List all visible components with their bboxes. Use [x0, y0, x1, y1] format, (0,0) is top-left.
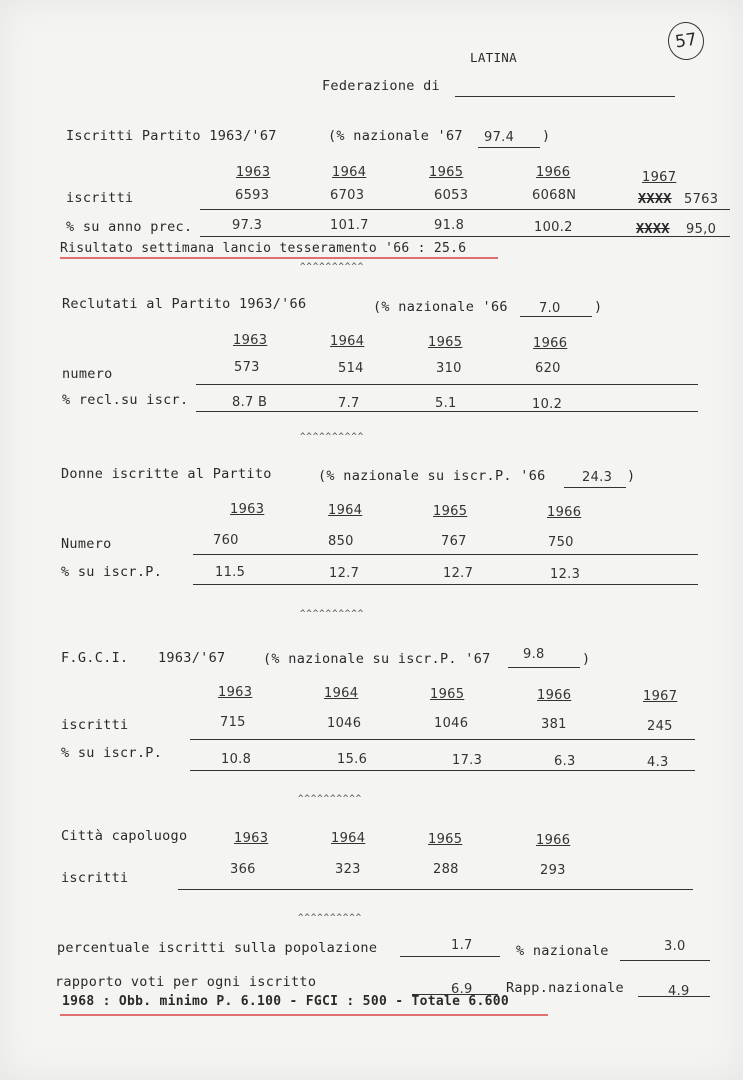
donne-row1-1963: 760: [213, 533, 239, 548]
reclutati-row2-1965: 5.1: [435, 396, 457, 411]
iscritti-row1-1967: 5763: [684, 192, 719, 207]
iscritti-row2-label: % su anno prec.: [66, 219, 193, 235]
iscritti-row1-1965: 6053: [434, 188, 469, 203]
fgci-row2-1967: 4.3: [647, 755, 669, 770]
obiettivo-highlight: [60, 1014, 548, 1016]
fgci-row2-1963: 10.8: [221, 752, 252, 767]
rapp-value: 4.9: [668, 984, 690, 999]
iscritti-result-highlight: [60, 257, 498, 259]
fgci-row1-1966: 381: [541, 717, 567, 732]
fgci-year-1967: 1967: [643, 689, 678, 704]
reclutati-national-value: 7.0: [539, 301, 561, 316]
fgci-row2-1965: 17.3: [452, 753, 483, 768]
fgci-row2-rule: [190, 770, 695, 771]
iscritti-row1-1963: 6593: [235, 188, 270, 203]
page-number: 57: [666, 20, 707, 63]
citta-year-1965: 1965: [428, 832, 463, 847]
pop-label: percentuale iscritti sulla popolazione: [57, 940, 378, 956]
citta-year-1964: 1964: [331, 831, 366, 846]
iscritti-row1-1964: 6703: [330, 188, 365, 203]
naz-value: 3.0: [664, 939, 686, 954]
iscritti-year-1964: 1964: [332, 165, 367, 180]
iscritti-year-1966: 1966: [536, 165, 571, 180]
pop-value: 1.7: [451, 938, 473, 953]
fgci-year-1966: 1966: [537, 688, 572, 703]
iscritti-national-close: ): [542, 128, 551, 144]
donne-national-value: 24.3: [582, 470, 613, 485]
iscritti-row1-rule: [200, 209, 730, 210]
fgci-national-value: 9.8: [523, 647, 545, 662]
iscritti-row2-1967-struck: XXXX: [636, 221, 670, 237]
iscritti-year-1967: 1967: [642, 170, 677, 185]
donne-row1-1965: 767: [441, 534, 467, 549]
fgci-year-1964: 1964: [324, 686, 359, 701]
donne-year-1964: 1964: [328, 503, 363, 518]
reclutati-national-label: (% nazionale '66: [373, 299, 508, 315]
fgci-national-label: (% nazionale su iscr.P. '67: [263, 651, 491, 667]
reclutati-national-underline: [520, 316, 592, 317]
reclutati-row2-rule: [196, 411, 698, 412]
citta-row1-label: iscritti: [61, 870, 129, 886]
fgci-title: F.G.C.I.: [61, 650, 129, 666]
reclutati-row2-1964: 7.7: [338, 396, 360, 411]
citta-title: Città capoluogo: [61, 828, 188, 844]
citta-row1-rule: [178, 889, 693, 890]
iscritti-row2-1967: 95,0: [686, 222, 717, 237]
fgci-national-close: ): [582, 651, 591, 667]
donne-row2-1963: 11.5: [215, 565, 246, 580]
citta-year-1966: 1966: [536, 833, 571, 848]
iscritti-row1-1967-struck: XXXX: [638, 191, 672, 207]
iscritti-year-1963: 1963: [236, 165, 271, 180]
fgci-row1-1963: 715: [220, 715, 246, 730]
fgci-row1-rule: [190, 739, 695, 740]
iscritti-row2-rule: [200, 236, 730, 237]
citta-year-1963: 1963: [234, 831, 269, 846]
reclutati-year-1966: 1966: [533, 336, 568, 351]
citta-row1-1966: 293: [540, 863, 566, 878]
reclutati-row1-1966: 620: [535, 361, 561, 376]
separator-4: ^^^^^^^^^^: [298, 794, 363, 804]
donne-row2-rule: [193, 584, 698, 585]
pop-underline: [400, 956, 500, 957]
fgci-row2-1964: 15.6: [337, 752, 368, 767]
separator-3: ^^^^^^^^^^: [300, 609, 365, 619]
fgci-row1-label: iscritti: [61, 717, 129, 733]
donne-row2-label: % su iscr.P.: [61, 564, 163, 580]
reclutati-row2-1966: 10.2: [532, 397, 563, 412]
rapp-label: Rapp.nazionale: [506, 980, 624, 996]
donne-row1-label: Numero: [61, 536, 112, 552]
iscritti-row1-label: iscritti: [66, 190, 134, 206]
fgci-row2-1966: 6.3: [554, 754, 576, 769]
reclutati-row1-rule: [196, 384, 698, 385]
donne-national-underline: [564, 487, 626, 488]
reclutati-row1-label: numero: [62, 366, 113, 382]
reclutati-row1-1963: 573: [234, 360, 260, 375]
donne-row2-1964: 12.7: [329, 566, 360, 581]
iscritti-row2-1963: 97.3: [232, 218, 263, 233]
donne-year-1963: 1963: [230, 502, 265, 517]
citta-row1-1964: 323: [335, 862, 361, 877]
iscritti-row2-1966: 100.2: [534, 220, 573, 235]
iscritti-national-label: (% nazionale '67: [328, 128, 463, 144]
donne-national-close: ): [627, 468, 636, 484]
fgci-period: 1963/'67: [158, 650, 226, 666]
donne-row2-1966: 12.3: [550, 567, 581, 582]
fgci-national-underline: [508, 667, 580, 668]
fgci-year-1963: 1963: [218, 685, 253, 700]
reclutati-row1-1964: 514: [338, 361, 364, 376]
reclutati-row2-label: % recl.su iscr.: [62, 392, 189, 408]
separator-5: ^^^^^^^^^^: [298, 913, 363, 923]
donne-row1-1966: 750: [548, 535, 574, 550]
reclutati-title: Reclutati al Partito 1963/'66: [62, 296, 307, 312]
fgci-row2-label: % su iscr.P.: [61, 745, 163, 761]
donne-row1-1964: 850: [328, 534, 354, 549]
iscritti-national-underline: [478, 147, 540, 148]
iscritti-result-line: Risultato settimana lancio tesseramento '66 : 25.6: [60, 241, 467, 256]
province-name: LATINA: [470, 50, 517, 65]
naz-underline: [620, 960, 710, 961]
donne-year-1966: 1966: [547, 505, 582, 520]
separator-1: ^^^^^^^^^^: [300, 262, 365, 272]
voti-value: 6.9: [451, 982, 473, 997]
separator-2: ^^^^^^^^^^: [300, 432, 365, 442]
iscritti-row2-1964: 101.7: [330, 218, 369, 233]
fgci-year-1965: 1965: [430, 687, 465, 702]
fgci-row1-1967: 245: [647, 719, 673, 734]
citta-row1-1965: 288: [433, 862, 459, 877]
iscritti-year-1965: 1965: [429, 165, 464, 180]
reclutati-year-1963: 1963: [233, 333, 268, 348]
voti-label: rapporto voti per ogni iscritto: [55, 974, 317, 990]
federation-underline: [455, 96, 675, 97]
reclutati-year-1965: 1965: [428, 335, 463, 350]
naz-label: % nazionale: [516, 943, 609, 959]
donne-row1-rule: [193, 554, 698, 555]
donne-year-1965: 1965: [433, 504, 468, 519]
donne-national-label: (% nazionale su iscr.P. '66: [318, 468, 546, 484]
reclutati-row2-1963: 8.7 B: [232, 395, 268, 410]
iscritti-row2-1965: 91.8: [434, 218, 465, 233]
reclutati-year-1964: 1964: [330, 334, 365, 349]
reclutati-row1-1965: 310: [436, 361, 462, 376]
fgci-row1-1965: 1046: [434, 716, 469, 731]
iscritti-title: Iscritti Partito 1963/'67: [66, 128, 277, 144]
fgci-row1-1964: 1046: [327, 716, 362, 731]
reclutati-national-close: ): [594, 299, 603, 315]
federation-label: Federazione di: [322, 78, 440, 94]
citta-row1-1963: 366: [230, 862, 256, 877]
donne-row2-1965: 12.7: [443, 566, 474, 581]
donne-title: Donne iscritte al Partito: [61, 466, 272, 482]
obiettivo-1968: 1968 : Obb. minimo P. 6.100 - FGCI : 500 - Totale 6.600: [62, 994, 509, 1009]
iscritti-national-value: 97.4: [484, 130, 515, 145]
rapp-underline: [638, 996, 710, 997]
iscritti-row1-1966: 6068N: [532, 188, 577, 203]
